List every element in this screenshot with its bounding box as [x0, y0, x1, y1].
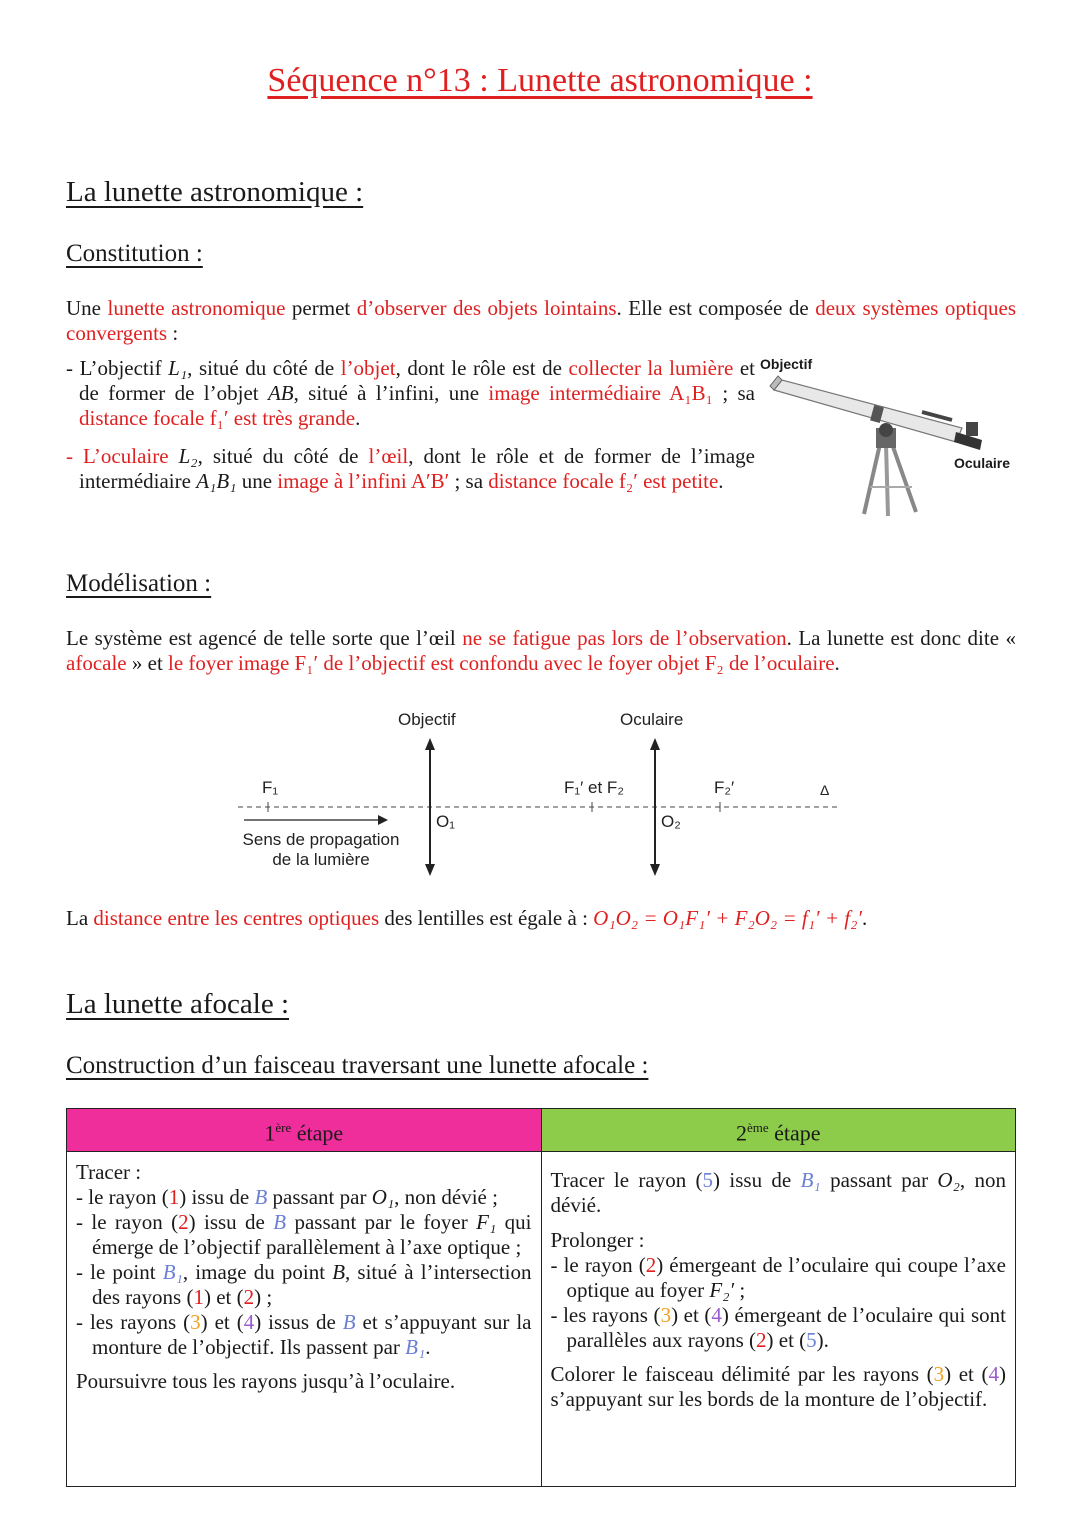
step2-item-rayons34 — [551, 1303, 1007, 1353]
diagram-label-f1: F₁ — [262, 778, 279, 797]
text-segment: - le point — [76, 1260, 163, 1284]
text-segment: . La lunette est donc dite « — [786, 626, 1016, 650]
text-segment: image à l’infini A′B′ — [277, 469, 450, 493]
text-segment: ; sa — [449, 469, 489, 493]
text-segment: , situé à l’intersection des rayons ( — [92, 1260, 532, 1309]
text-segment: B₁ — [162, 1260, 183, 1284]
text-segment: F₂′ — [709, 1278, 735, 1302]
text-segment: O₁O₂ = O₁F₁′ + F₂O₂ = f₁′ + f₂′ — [593, 906, 863, 930]
afocal-diagram — [230, 706, 850, 876]
text-segment: O₂ — [937, 1168, 960, 1192]
step1-content — [67, 1152, 542, 1487]
text-segment: F₁ — [476, 1210, 497, 1234]
text-segment: , dont le rôle est de — [395, 356, 569, 380]
text-segment: passant par le foyer — [286, 1210, 477, 1234]
text-segment: ) ; — [254, 1285, 273, 1309]
text-segment: ne se fatigue pas lors de l’observation — [462, 626, 787, 650]
text-segment: 2 — [756, 1328, 767, 1352]
section-heading-lunette-astronomique: La lunette astronomique : — [66, 176, 364, 208]
step1-tracer: Tracer : — [76, 1160, 142, 1184]
text-segment: B — [332, 1260, 346, 1284]
constitution-intro — [66, 296, 1016, 346]
bullet-objectif — [66, 356, 755, 431]
text-segment: 4 — [988, 1362, 999, 1386]
step2-sup: ème — [746, 1119, 769, 1135]
text-segment: ) issu de — [179, 1185, 255, 1209]
text-segment: - les rayons ( — [76, 1310, 191, 1334]
propagation-label-line2: de la lumière — [272, 850, 370, 869]
text-segment: l’œil — [368, 444, 409, 468]
text-segment: - les rayons ( — [550, 1303, 661, 1327]
text-segment: 2 — [243, 1285, 255, 1309]
text-segment: deux systèmes optiques convergents — [66, 296, 1016, 345]
text-segment: AB — [267, 381, 294, 405]
modelisation-text — [66, 626, 1016, 676]
text-segment: Le système est agencé de telle sorte que l’œil — [66, 626, 463, 650]
bullet-oculaire — [66, 444, 755, 494]
text-segment: une — [236, 469, 278, 493]
text-segment: ). — [816, 1328, 829, 1352]
text-segment: ) émergeant de l’oculaire qui sont parallèles aux rayons ( — [566, 1303, 1006, 1352]
text-segment: ; — [734, 1278, 746, 1302]
text-segment: ) et ( — [944, 1362, 989, 1386]
text-segment: - le rayon ( — [76, 1210, 179, 1234]
text-segment: . — [718, 469, 724, 493]
text-segment: Tracer le rayon ( — [550, 1168, 703, 1192]
text-segment: distance focale f₁′ — [79, 406, 229, 430]
text-segment: ) émergeant de l’oculaire qui coupe l’axe optique au foyer — [566, 1253, 1006, 1302]
step1-item-rayon2 — [76, 1210, 532, 1260]
step1-header — [67, 1109, 542, 1152]
step1-item-rayon1 — [76, 1185, 532, 1210]
text-segment: 2 — [645, 1253, 657, 1277]
text-segment: ) s’appuyant sur les bords de la monture de l’objectif. — [550, 1362, 1006, 1411]
text-segment: Colorer le faisceau délimité par les rayons ( — [550, 1362, 934, 1386]
text-segment: distance focale f₂′ — [488, 469, 638, 493]
text-segment: d’observer des objets lointains — [356, 296, 617, 320]
step1-sup: ère — [275, 1119, 292, 1135]
telescope-illustration — [752, 352, 1032, 522]
diagram-label-f1p-f2: F₁′ et F₂ — [564, 778, 624, 797]
diagram-label-o2: O₂ — [661, 812, 681, 831]
text-segment: . Elle est composée de — [616, 296, 816, 320]
text-segment: qui émerge de l’objectif parallèlement à l’axe optique ; — [92, 1210, 532, 1259]
diagram-label-o1: O₁ — [436, 812, 455, 831]
page-title: Séquence n°13 : Lunette astronomique : — [267, 62, 813, 99]
text-segment: L₂ — [178, 444, 198, 468]
step2-num: 2 — [735, 1120, 747, 1146]
text-segment: : — [167, 321, 179, 345]
subheading-modelisation: Modélisation : — [66, 570, 212, 597]
text-segment: et s’appuyant sur la monture de l’objectif. Ils passent par — [92, 1310, 532, 1359]
text-segment: afocale — [66, 651, 127, 675]
text-segment: lunette astronomique — [107, 296, 286, 320]
text-segment: . — [425, 1335, 431, 1359]
text-segment: L₁ — [168, 356, 188, 380]
step2-content — [541, 1152, 1016, 1487]
text-segment: . — [834, 651, 840, 675]
step1-item-rayons34 — [76, 1310, 532, 1360]
text-segment: 3 — [660, 1303, 672, 1327]
photo-label-objectif: Objectif — [760, 356, 813, 372]
text-segment: est très grande — [233, 406, 356, 430]
diagram-label-oculaire: Oculaire — [620, 710, 684, 729]
text-segment: et de former de l’objet — [79, 356, 755, 405]
text-segment: La — [66, 906, 94, 930]
text-segment: , non dévié. — [550, 1168, 1006, 1217]
text-segment: . — [355, 406, 361, 430]
text-segment: distance entre les centres optiques — [93, 906, 380, 930]
text-segment: 4 — [711, 1303, 722, 1327]
text-segment: 5 — [702, 1168, 714, 1192]
diagram-label-f2p: F₂′ — [714, 778, 735, 797]
text-segment: , dont le rôle et de former de l’image intermédiaire — [79, 444, 756, 493]
section-heading-lunette-afocale: La lunette afocale : — [66, 988, 290, 1020]
text-segment: passant par — [267, 1185, 372, 1209]
text-segment: B — [273, 1210, 287, 1234]
text-segment: A₁B₁ — [196, 469, 237, 493]
text-segment: , situé du côté de — [187, 356, 341, 380]
subheading-constitution: Constitution : — [66, 240, 203, 267]
text-segment: des lentilles est égale à : — [379, 906, 594, 930]
photo-label-oculaire: Oculaire — [954, 455, 1011, 471]
step1-word: étape — [291, 1120, 344, 1146]
text-segment: B₁ — [405, 1335, 426, 1359]
step1-num: 1 — [264, 1120, 276, 1146]
text-segment: » et — [126, 651, 169, 675]
propagation-label — [236, 830, 406, 870]
subheading-construction: Construction d’un faisceau traversant une lunette afocale : — [66, 1052, 649, 1079]
text-segment: B₁ — [800, 1168, 821, 1192]
text-segment: 1 — [193, 1285, 204, 1309]
text-segment: 3 — [190, 1310, 201, 1334]
text-segment: - le rayon ( — [76, 1185, 169, 1209]
text-segment: , non dévié ; — [394, 1185, 498, 1209]
text-segment: , situé à l’infini, une — [293, 381, 489, 405]
telescope-photo — [752, 352, 1032, 522]
text-segment: passant par — [820, 1168, 938, 1192]
text-segment: ; sa — [713, 381, 755, 405]
text-segment: ) et ( — [203, 1285, 244, 1309]
text-segment: - le rayon ( — [550, 1253, 646, 1277]
text-segment: B — [342, 1310, 356, 1334]
text-segment: ) et ( — [671, 1303, 712, 1327]
text-segment: O₁ — [371, 1185, 395, 1209]
step1-end: Poursuivre tous les rayons jusqu’à l’oculaire. — [76, 1369, 456, 1393]
text-segment: Une — [66, 296, 108, 320]
text-segment: 1 — [168, 1185, 180, 1209]
step1-item-point-b1 — [76, 1260, 532, 1310]
text-segment: - L’oculaire — [66, 444, 179, 468]
text-segment: , image du point — [182, 1260, 333, 1284]
text-segment: , situé du côté de — [197, 444, 369, 468]
diagram-label-delta: Δ — [820, 782, 830, 798]
step2-prolonger: Prolonger : — [550, 1228, 645, 1252]
text-segment: . — [862, 906, 868, 930]
text-segment: permet — [285, 296, 357, 320]
text-segment: le foyer image F₁′ de l’objectif est confondu avec le foyer objet F₂ de l’oculaire — [168, 651, 835, 675]
text-segment: 5 — [806, 1328, 817, 1352]
step2-word: étape — [768, 1120, 821, 1146]
text-segment: B — [254, 1185, 268, 1209]
text-segment: image intermédiaire A₁B₁ — [488, 381, 713, 405]
text-segment: 3 — [933, 1362, 945, 1386]
step2-item-rayon2 — [551, 1253, 1007, 1303]
diagram-label-objectif: Objectif — [398, 710, 456, 729]
text-segment: est petite — [637, 469, 719, 493]
steps-table — [66, 1108, 1016, 1487]
distance-formula — [66, 906, 1016, 931]
step2-colorer — [551, 1362, 1007, 1412]
text-segment: ) issu de — [713, 1168, 801, 1192]
text-segment: ) et ( — [766, 1328, 807, 1352]
text-segment: ) et ( — [200, 1310, 244, 1334]
step2-rayon5 — [551, 1168, 1007, 1218]
text-segment: ) issu de — [188, 1210, 274, 1234]
text-segment: collecter la lumière — [568, 356, 734, 380]
text-segment: ) issus de — [254, 1310, 343, 1334]
step2-header — [541, 1109, 1016, 1152]
text-segment: 4 — [243, 1310, 255, 1334]
propagation-label-line1: Sens de propagation — [242, 830, 400, 849]
text-segment: - L’objectif — [66, 356, 169, 380]
text-segment: l’objet — [340, 356, 396, 380]
text-segment: 2 — [178, 1210, 189, 1234]
